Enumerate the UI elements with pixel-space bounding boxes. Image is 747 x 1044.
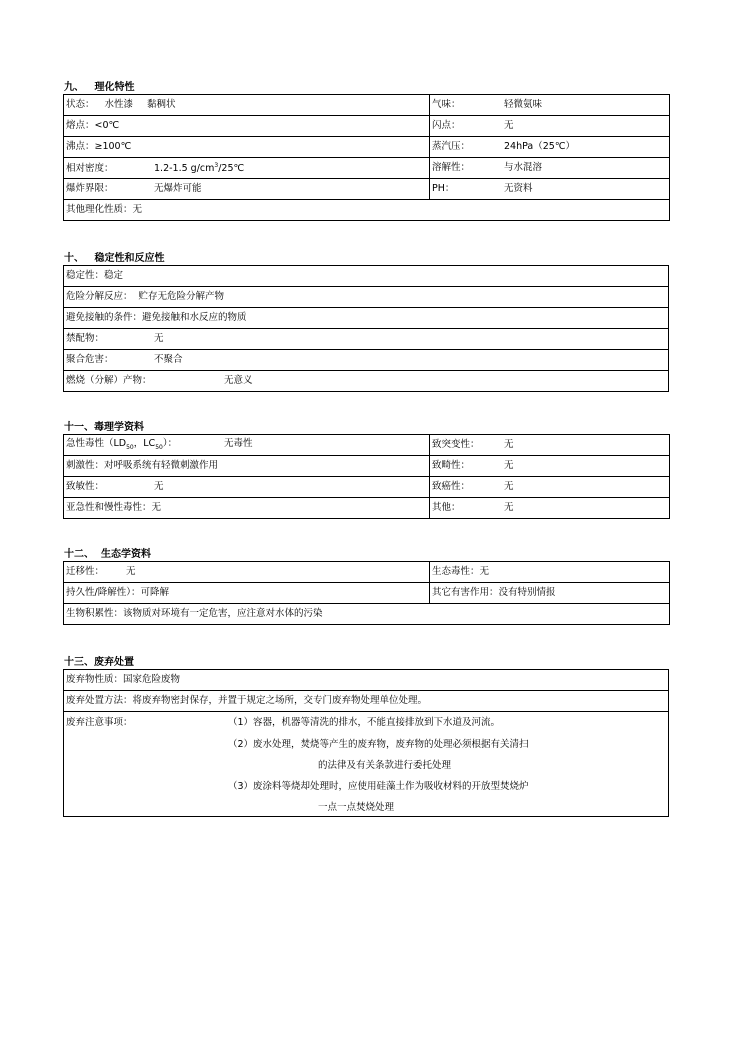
ph-value: 无资料 [504, 183, 533, 195]
section-13-title: 十三、废弃处置 [64, 657, 134, 668]
lc-subscript: 50 [155, 443, 163, 451]
sensitization-value: 无 [154, 481, 164, 493]
ph-label: PH： [432, 183, 455, 195]
section-10-title: 十、 稳定性和反应性 [64, 253, 165, 264]
combustion-products-label: 燃烧（分解）产物： [66, 375, 152, 387]
state-label: 状态： [66, 99, 95, 111]
other-toxicity-cell [430, 498, 670, 519]
density-label: 相对密度： [66, 162, 114, 174]
table-row [64, 308, 669, 329]
table-row [64, 712, 669, 817]
polymerization-cell [64, 350, 669, 371]
incompatibles-cell [64, 329, 669, 350]
odor-label: 气味： [432, 99, 461, 111]
irritation: 刺激性：对呼吸系统有轻微刺激作用 [64, 456, 430, 477]
density-value: 1.2-1.5 g/cm [154, 162, 215, 174]
odor-value: 轻微氨味 [504, 99, 543, 111]
acute-toxicity-mid: ，LC [133, 438, 156, 450]
table-row [64, 456, 670, 477]
mutagenicity-cell [430, 435, 670, 456]
migration-cell [64, 562, 430, 583]
combustion-products-cell [64, 371, 669, 392]
table-row [64, 371, 669, 392]
polymerization-value: 不聚合 [154, 354, 183, 366]
table-row [64, 116, 670, 137]
density-superscript: 3 [214, 161, 219, 169]
boiling-point: 沸点：≥100℃ [64, 137, 430, 158]
table-row [64, 562, 670, 583]
density-cell [64, 158, 430, 179]
acute-toxicity-prefix: 急性毒性（LD [66, 438, 127, 450]
flash-point-cell [430, 116, 670, 137]
polymerization-label: 聚合危害： [66, 354, 114, 366]
solubility-label: 溶解性： [432, 162, 471, 174]
table-row [64, 287, 669, 308]
combustion-products-value: 无意义 [224, 375, 253, 387]
hazardous-decomposition: 危险分解反应： 贮存无危险分解产物 [64, 287, 669, 308]
state-cell [64, 95, 430, 116]
section-11-title: 十一、毒理学资料 [64, 422, 144, 433]
table-row [64, 583, 670, 604]
section-13-table [63, 669, 669, 817]
disposal-note-2-cont: 的法律及有关条款进行委托处理 [318, 760, 452, 771]
table-row [64, 329, 669, 350]
persistence-degradability: 持久性/降解性）：可降解 [64, 583, 430, 604]
other-harmful-effects: 其它有害作用：没有特别情报 [430, 583, 670, 604]
table-row [64, 179, 670, 200]
flash-point-value: 无 [504, 120, 514, 132]
bioaccumulation: 生物积累性：该物质对环境有一定危害，应注意对水体的污染 [64, 604, 670, 625]
disposal-note-1: （1）容器，机器等清洗的排水，不能直接排放到下水道及河流。 [228, 717, 501, 728]
stability: 稳定性：稳定 [64, 266, 669, 287]
table-row [64, 95, 670, 116]
table-row [64, 137, 670, 158]
odor-cell [430, 95, 670, 116]
conditions-to-avoid: 避免接触的条件：避免接触和水反应的物质 [64, 308, 669, 329]
carcinogenicity-label: 致癌性： [432, 481, 471, 493]
table-row [64, 604, 670, 625]
table-row [64, 435, 670, 456]
explosion-value: 无爆炸可能 [154, 183, 202, 195]
other-properties: 其他理化性质：无 [64, 200, 670, 221]
acute-toxicity-label [66, 439, 224, 451]
vapor-pressure-cell [430, 137, 670, 158]
solubility-value: 与水混溶 [504, 162, 543, 174]
waste-nature: 废弃物性质：国家危险废物 [64, 670, 669, 691]
explosion-cell [64, 179, 430, 200]
table-row [64, 200, 670, 221]
solubility-cell [430, 158, 670, 179]
sensitization-cell [64, 477, 430, 498]
disposal-note-3: （3）废涂料等烧却处理时，应使用硅藻土作为吸收材料的开放型焚烧炉 [228, 781, 529, 792]
table-row [64, 350, 669, 371]
mutagenicity-label: 致突变性： [432, 439, 480, 451]
state-value-2: 黏稠状 [147, 99, 176, 111]
subacute-chronic-toxicity: 亚急性和慢性毒性：无 [64, 498, 430, 519]
ph-cell [430, 179, 670, 200]
other-toxicity-value: 无 [504, 502, 514, 514]
incompatibles-label: 禁配物： [66, 333, 105, 345]
teratogenicity-label: 致畸性： [432, 460, 471, 472]
disposal-method: 废弃处置方法：将废弃物密封保存，并置于规定之场所，交专门废弃物处理单位处理。 [64, 691, 669, 712]
migration-label: 迁移性： [66, 566, 105, 578]
table-row [64, 158, 670, 179]
acute-toxicity-value: 无毒性 [224, 438, 253, 450]
flash-point-label: 闪点： [432, 120, 461, 132]
teratogenicity-value: 无 [504, 460, 514, 472]
other-toxicity-label: 其他： [432, 502, 461, 514]
melting-point: 熔点：<0℃ [64, 116, 430, 137]
disposal-notes-cell [64, 712, 669, 817]
section-12-title: 十二、 生态学资料 [64, 549, 151, 560]
explosion-label: 爆炸界限： [66, 183, 114, 195]
table-row [64, 691, 669, 712]
carcinogenicity-value: 无 [504, 481, 514, 493]
section-9-title: 九、 理化特性 [64, 82, 135, 93]
mutagenicity-value: 无 [504, 439, 514, 451]
section-10-table [63, 265, 669, 392]
acute-toxicity-cell [64, 435, 430, 456]
table-row [64, 498, 670, 519]
disposal-note-2: （2）废水处理，焚烧等产生的废弃物，废弃物的处理必须根据有关清扫 [228, 739, 529, 750]
vapor-pressure-value: 24hPa（25℃） [504, 141, 575, 153]
section-12-table [63, 561, 670, 625]
incompatibles-value: 无 [154, 333, 164, 345]
vapor-pressure-label: 蒸汽压： [432, 141, 471, 153]
state-value-1: 水性漆 [104, 99, 134, 111]
migration-value: 无 [126, 566, 136, 578]
disposal-notes-label: 废弃注意事项： [66, 717, 133, 728]
table-row [64, 477, 670, 498]
teratogenicity-cell [430, 456, 670, 477]
table-row [64, 266, 669, 287]
carcinogenicity-cell [430, 477, 670, 498]
section-9-table [63, 94, 670, 221]
section-11-table [63, 434, 670, 519]
ecotoxicity: 生态毒性：无 [430, 562, 670, 583]
acute-toxicity-suffix: ）： [162, 438, 178, 450]
table-row [64, 670, 669, 691]
disposal-note-3-cont: 一点一点焚烧处理 [318, 802, 395, 813]
density-tail: /25℃ [218, 162, 245, 174]
sensitization-label: 致敏性： [66, 481, 105, 493]
ld-subscript: 50 [126, 443, 134, 451]
